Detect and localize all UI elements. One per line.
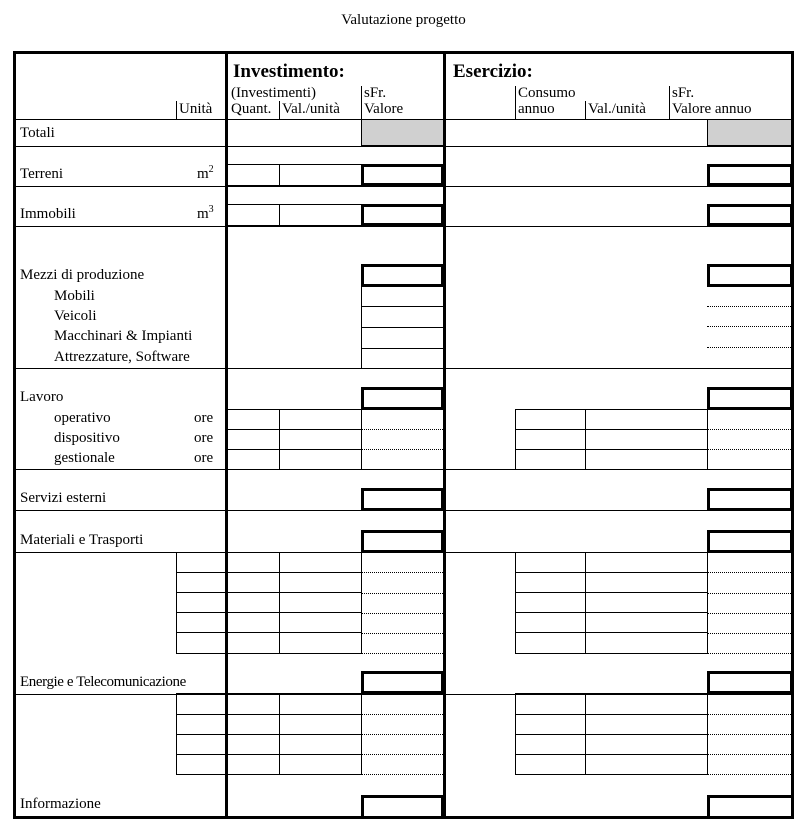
- materials-op-val-unit-input[interactable]: [585, 552, 708, 573]
- labor-operative-label: operativo: [54, 410, 111, 426]
- materials-consumption-input[interactable]: [515, 632, 586, 654]
- materials-label: Materiali e Trasporti: [20, 532, 144, 548]
- energy-op-value[interactable]: [708, 774, 791, 775]
- op-val-unit-header: Val./unità: [588, 101, 646, 117]
- means-bottom-line: [15, 368, 792, 369]
- document-title: Valutazione progetto: [341, 12, 466, 28]
- information-label: Informazione: [20, 796, 101, 812]
- energy-inv-value[interactable]: [362, 734, 443, 735]
- labor-dispositive-quant-input[interactable]: [228, 429, 280, 450]
- consumption-header-2: annuo: [518, 101, 555, 117]
- materials-consumption-input[interactable]: [515, 552, 586, 573]
- consumption-header-1: Consumo: [518, 85, 576, 101]
- materials-inv-value[interactable]: [362, 613, 443, 614]
- operation-heading: Esercizio:: [453, 61, 533, 82]
- energy-quant-input[interactable]: [228, 754, 280, 775]
- means-item-equipment: Attrezzature, Software: [54, 349, 190, 365]
- inv-currency-header: sFr.: [364, 85, 387, 101]
- land-val-unit-input[interactable]: [279, 164, 362, 186]
- op-totals-value[interactable]: [707, 120, 791, 146]
- materials-consumption-input[interactable]: [515, 572, 586, 593]
- op-currency-header: sFr.: [672, 85, 695, 101]
- means-item-vehicles: Veicoli: [54, 308, 97, 324]
- labor-inv-value-input[interactable]: [361, 387, 444, 410]
- information-op-value-input[interactable]: [707, 795, 794, 819]
- means-furniture-inv-input[interactable]: [361, 306, 443, 307]
- materials-val-unit-input[interactable]: [279, 632, 362, 654]
- materials-op-value-input[interactable]: [707, 530, 793, 553]
- land-quant-input[interactable]: [228, 164, 280, 186]
- labor-management-quant-input[interactable]: [228, 449, 280, 470]
- materials-unit-input[interactable]: [176, 552, 227, 573]
- labor-label: Lavoro: [20, 389, 64, 405]
- consumption-header-sep: [515, 86, 516, 119]
- means-furniture-op-input[interactable]: [707, 306, 791, 307]
- labor-dispositive-val-unit-input[interactable]: [279, 429, 362, 450]
- labor-operative-op-value[interactable]: [708, 429, 791, 430]
- buildings-bottom-line: [15, 226, 792, 227]
- energy-val-unit-input[interactable]: [279, 693, 362, 715]
- labor-management-val-unit-input[interactable]: [279, 449, 362, 470]
- quant-header-sep: [279, 101, 280, 119]
- materials-op-value[interactable]: [708, 633, 791, 634]
- energy-quant-input[interactable]: [228, 693, 280, 715]
- land-unit: [197, 164, 214, 182]
- energy-op-value[interactable]: [708, 734, 791, 735]
- quant-header: Quant.: [231, 101, 272, 117]
- materials-unit-input[interactable]: [176, 632, 227, 654]
- energy-op-val-unit-input[interactable]: [585, 693, 708, 715]
- materials-val-unit-input[interactable]: [279, 612, 362, 633]
- means-op-value-input[interactable]: [707, 264, 793, 287]
- labor-management-op-val-unit-input[interactable]: [585, 449, 708, 470]
- energy-val-unit-input[interactable]: [279, 754, 362, 775]
- buildings-unit-exp: 3: [208, 204, 214, 215]
- buildings-inv-value-input[interactable]: [361, 204, 444, 226]
- labor-operative-inv-value[interactable]: [362, 429, 443, 430]
- labor-bottom-line: [15, 469, 792, 470]
- inv-val-unit-header: Val./unità: [282, 101, 340, 117]
- materials-inv-value[interactable]: [362, 593, 443, 594]
- energy-unit-input[interactable]: [176, 754, 227, 775]
- labor-op-value-input[interactable]: [707, 387, 793, 410]
- energy-label: Energie e Telecomunicazione: [20, 674, 186, 690]
- materials-val-unit-input[interactable]: [279, 592, 362, 613]
- energy-op-val-unit-input[interactable]: [585, 754, 708, 775]
- materials-inv-value[interactable]: [362, 572, 443, 573]
- materials-consumption-input[interactable]: [515, 612, 586, 633]
- materials-unit-input[interactable]: [176, 612, 227, 633]
- op-value-header: Valore annuo: [672, 101, 752, 117]
- energy-unit-input[interactable]: [176, 734, 227, 755]
- energy-consumption-input[interactable]: [515, 714, 586, 735]
- energy-op-value[interactable]: [708, 754, 791, 755]
- labor-management-label: gestionale: [54, 450, 115, 466]
- energy-consumption-input[interactable]: [515, 734, 586, 755]
- buildings-unit: [197, 204, 214, 222]
- labor-operative-quant-input[interactable]: [228, 409, 280, 430]
- materials-val-unit-input[interactable]: [279, 572, 362, 593]
- energy-inv-value-input[interactable]: [361, 671, 444, 694]
- information-inv-value-input[interactable]: [361, 795, 444, 819]
- materials-unit-input[interactable]: [176, 592, 227, 613]
- means-item-furniture: Mobili: [54, 288, 95, 304]
- energy-val-unit-input[interactable]: [279, 714, 362, 735]
- land-unit-exp: 2: [208, 164, 214, 175]
- materials-inv-value[interactable]: [362, 633, 443, 634]
- op-value-header-sep: [669, 86, 670, 119]
- means-inv-value-input[interactable]: [361, 264, 444, 287]
- unit-header: Unità: [179, 101, 213, 117]
- materials-quant-input[interactable]: [228, 552, 280, 573]
- materials-quant-input[interactable]: [228, 572, 280, 593]
- materials-inv-value[interactable]: [362, 653, 443, 654]
- buildings-label: Immobili: [20, 206, 76, 222]
- investment-sub-label: (Investimenti): [231, 85, 316, 101]
- materials-quant-input[interactable]: [228, 592, 280, 613]
- land-bottom-line: [15, 186, 792, 187]
- materials-op-val-unit-input[interactable]: [585, 612, 708, 633]
- labor-operative-unit: ore: [194, 410, 214, 426]
- unit-header-sep: [176, 101, 177, 119]
- totals-label: Totali: [20, 125, 55, 141]
- buildings-quant-input[interactable]: [228, 204, 280, 226]
- labor-management-unit: ore: [194, 450, 214, 466]
- materials-op-value[interactable]: [708, 653, 791, 654]
- labor-dispositive-unit: ore: [194, 430, 214, 446]
- op-val-unit-header-sep: [585, 101, 586, 119]
- materials-unit-input[interactable]: [176, 572, 227, 593]
- external-services-label: Servizi esterni: [20, 490, 107, 506]
- energy-unit-input[interactable]: [176, 693, 227, 715]
- land-inv-value-input[interactable]: [361, 164, 444, 186]
- labor-operative-consumption-input[interactable]: [515, 409, 586, 430]
- inv-totals-value[interactable]: [361, 120, 443, 146]
- external-services-bottom-line: [15, 510, 792, 511]
- labor-dispositive-op-val-unit-input[interactable]: [585, 429, 708, 450]
- materials-quant-input[interactable]: [228, 612, 280, 633]
- labor-operative-val-unit-input[interactable]: [279, 409, 362, 430]
- materials-val-unit-input[interactable]: [279, 552, 362, 573]
- energy-consumption-input[interactable]: [515, 754, 586, 775]
- external-services-op-value-input[interactable]: [707, 488, 793, 511]
- labor-dispositive-consumption-input[interactable]: [515, 429, 586, 450]
- materials-op-val-unit-input[interactable]: [585, 592, 708, 613]
- energy-inv-value[interactable]: [362, 774, 443, 775]
- means-vehicles-op-input[interactable]: [707, 326, 791, 327]
- energy-val-unit-input[interactable]: [279, 734, 362, 755]
- energy-quant-input[interactable]: [228, 734, 280, 755]
- means-label: Mezzi di produzione: [20, 267, 145, 283]
- land-label: Terreni: [20, 166, 64, 182]
- inv-value-header: Valore: [364, 101, 404, 117]
- investment-heading: Investimento:: [233, 61, 345, 82]
- materials-quant-input[interactable]: [228, 632, 280, 654]
- means-item-machinery: Macchinari & Impianti: [54, 328, 193, 344]
- means-vehicles-inv-input[interactable]: [361, 327, 443, 328]
- labor-dispositive-inv-value[interactable]: [362, 449, 443, 450]
- energy-unit-input[interactable]: [176, 714, 227, 735]
- materials-op-value[interactable]: [708, 572, 791, 573]
- energy-op-val-unit-input[interactable]: [585, 734, 708, 755]
- external-services-inv-value-input[interactable]: [361, 488, 444, 511]
- land-op-value-input[interactable]: [707, 164, 793, 186]
- means-machinery-op-input[interactable]: [707, 347, 791, 348]
- materials-op-value[interactable]: [708, 613, 791, 614]
- totals-bottom-line: [15, 146, 792, 147]
- buildings-unit-base: m: [197, 206, 209, 222]
- materials-op-val-unit-input[interactable]: [585, 632, 708, 654]
- labor-management-consumption-input[interactable]: [515, 449, 586, 470]
- labor-operative-op-val-unit-input[interactable]: [585, 409, 708, 430]
- energy-op-value[interactable]: [708, 714, 791, 715]
- materials-consumption-input[interactable]: [515, 592, 586, 613]
- energy-op-value-input[interactable]: [707, 671, 793, 694]
- energy-inv-value[interactable]: [362, 754, 443, 755]
- energy-quant-input[interactable]: [228, 714, 280, 735]
- labor-dispositive-label: dispositivo: [54, 430, 120, 446]
- labor-dispositive-op-value[interactable]: [708, 449, 791, 450]
- land-unit-base: m: [197, 166, 209, 182]
- materials-op-val-unit-input[interactable]: [585, 572, 708, 593]
- materials-op-value[interactable]: [708, 593, 791, 594]
- means-machinery-inv-input[interactable]: [361, 348, 443, 349]
- energy-inv-value[interactable]: [362, 714, 443, 715]
- energy-consumption-input[interactable]: [515, 693, 586, 715]
- buildings-op-value-input[interactable]: [707, 204, 793, 226]
- energy-op-val-unit-input[interactable]: [585, 714, 708, 735]
- value-header-sep: [361, 86, 362, 119]
- materials-inv-value-input[interactable]: [361, 530, 444, 553]
- buildings-val-unit-input[interactable]: [279, 204, 362, 226]
